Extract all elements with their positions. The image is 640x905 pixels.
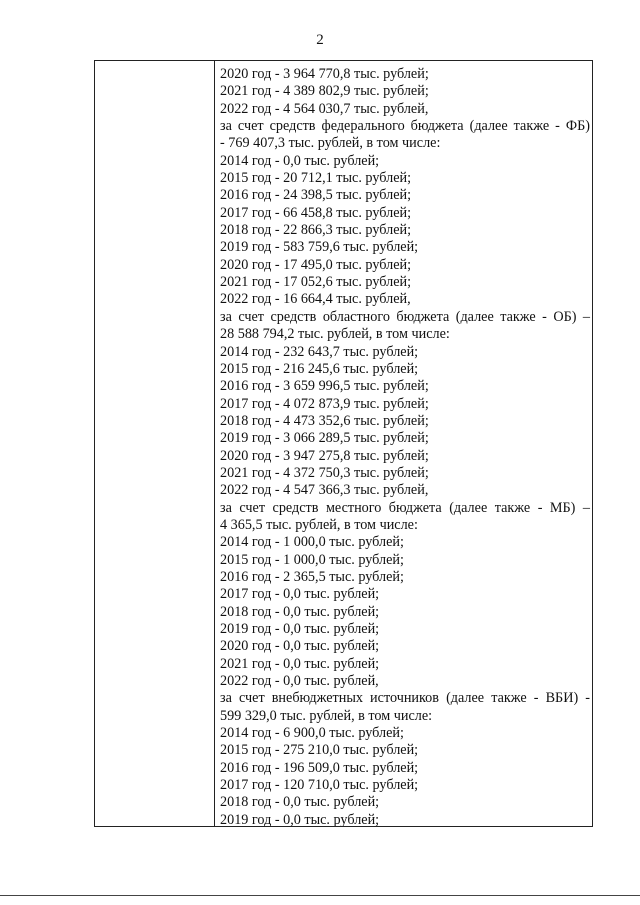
text-line: за счет внебюджетных источников (далее также - ВБИ) - — [220, 690, 590, 707]
text-line: 2015 год - 1 000,0 тыс. рублей; — [220, 551, 404, 568]
text-line: 2021 год - 4 372 750,3 тыс. рублей; — [220, 464, 429, 481]
text-line: 2017 год - 0,0 тыс. рублей; — [220, 586, 380, 603]
text-line: 2019 год - 583 759,6 тыс. рублей; — [220, 239, 419, 256]
table-left-column — [95, 61, 215, 826]
text-line: 2014 год - 0,0 тыс. рублей; — [220, 152, 380, 169]
text-line: за счет средств федерального бюджета (далее также - ФБ) — [220, 118, 590, 135]
document-table — [94, 60, 593, 827]
text-line: 2020 год - 0,0 тыс. рублей; — [220, 638, 380, 655]
text-line: за счет средств областного бюджета (далее также - ОБ) – — [220, 308, 590, 325]
text-line: 2019 год - 0,0 тыс. рублей; — [220, 621, 380, 637]
text-line: 2019 год - 0,0 тыс. рублей; — [220, 811, 380, 826]
text-line: 2018 год - 0,0 тыс. рублей; — [220, 794, 380, 811]
text-line: 2020 год - 3 964 770,8 тыс. рублей; — [220, 66, 429, 82]
text-line: 2022 год - 16 664,4 тыс. рублей, — [220, 291, 411, 308]
text-line: 2015 год - 20 712,1 тыс. рублей; — [220, 170, 412, 187]
table-right-column — [215, 61, 592, 826]
text-line: 2018 год - 0,0 тыс. рублей; — [220, 603, 380, 620]
text-line: - 769 407,3 тыс. рублей, в том числе: — [220, 135, 441, 152]
text-line: 2016 год - 3 659 996,5 тыс. рублей; — [220, 378, 429, 395]
text-line: 2019 год - 3 066 289,5 тыс. рублей; — [220, 430, 429, 447]
text-line: 2016 год - 196 509,0 тыс. рублей; — [220, 759, 419, 776]
text-line: 2021 год - 4 389 802,9 тыс. рублей; — [220, 83, 429, 100]
page-number: 2 — [316, 32, 324, 48]
text-line: 2020 год - 17 495,0 тыс. рублей; — [220, 256, 412, 273]
text-line: 2022 год - 4 564 030,7 тыс. рублей, — [220, 100, 429, 117]
text-line: 2022 год - 0,0 тыс. рублей, — [220, 673, 379, 690]
page-bottom-rule — [0, 895, 640, 896]
text-line: 2018 год - 4 473 352,6 тыс. рублей; — [220, 412, 429, 429]
text-line: 599 329,0 тыс. рублей, в том числе: — [220, 707, 433, 724]
text-line: 2016 год - 2 365,5 тыс. рублей; — [220, 568, 404, 585]
text-line: 2015 год - 275 210,0 тыс. рублей; — [220, 742, 419, 759]
text-line: 2021 год - 17 052,6 тыс. рублей; — [220, 274, 412, 291]
text-line: 2018 год - 22 866,3 тыс. рублей; — [220, 222, 412, 239]
text-line: 2016 год - 24 398,5 тыс. рублей; — [220, 187, 412, 204]
text-line: 2017 год - 4 072 873,9 тыс. рублей; — [220, 395, 429, 412]
text-line: 2014 год - 1 000,0 тыс. рублей; — [220, 534, 404, 551]
text-line: 2022 год - 4 547 366,3 тыс. рублей, — [220, 482, 429, 499]
text-line: 2021 год - 0,0 тыс. рублей; — [220, 655, 380, 672]
text-line: 2020 год - 3 947 275,8 тыс. рублей; — [220, 447, 429, 464]
text-line: 4 365,5 тыс. рублей, в том числе: — [220, 516, 418, 533]
text-line: 2017 год - 120 710,0 тыс. рублей; — [220, 777, 419, 794]
text-line: 28 588 794,2 тыс. рублей, в том числе: — [220, 326, 450, 343]
text-line: 2014 год - 6 900,0 тыс. рублей; — [220, 725, 404, 742]
text-line: за счет средств местного бюджета (далее также - МБ) – — [220, 499, 590, 516]
text-line: 2017 год - 66 458,8 тыс. рублей; — [220, 204, 412, 221]
text-line: 2014 год - 232 643,7 тыс. рублей; — [220, 343, 419, 360]
text-line: 2015 год - 216 245,6 тыс. рублей; — [220, 360, 419, 377]
